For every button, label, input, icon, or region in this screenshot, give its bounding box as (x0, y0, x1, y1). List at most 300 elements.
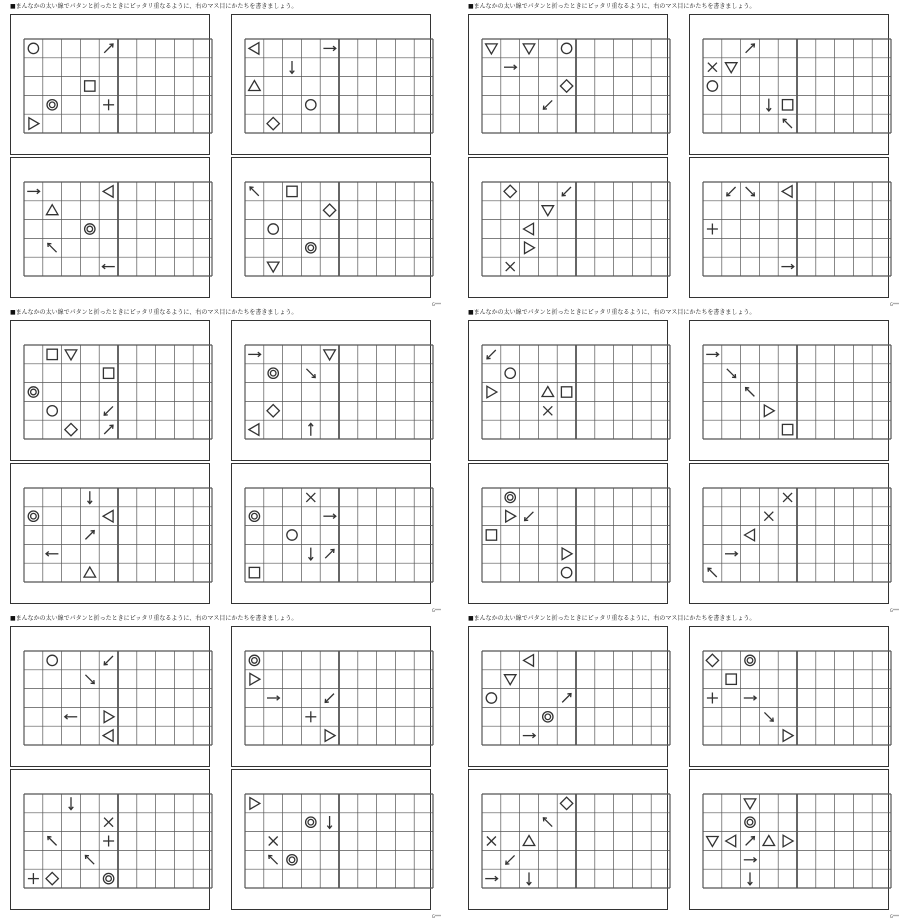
answer-cell[interactable] (577, 239, 595, 257)
answer-cell[interactable] (156, 813, 174, 831)
answer-cell[interactable] (377, 239, 395, 257)
answer-cell[interactable] (340, 813, 358, 831)
answer-cell[interactable] (340, 564, 358, 582)
answer-cell[interactable] (873, 652, 891, 670)
answer-cell[interactable] (873, 708, 891, 726)
answer-cell[interactable] (595, 689, 613, 707)
answer-cell[interactable] (358, 689, 376, 707)
answer-cell[interactable] (652, 507, 670, 525)
answer-cell[interactable] (358, 96, 376, 114)
answer-cell[interactable] (194, 77, 212, 95)
answer-cell[interactable] (396, 201, 414, 219)
answer-cell[interactable] (137, 652, 155, 670)
answer-cell[interactable] (396, 421, 414, 439)
answer-cell[interactable] (377, 727, 395, 745)
answer-cell[interactable] (377, 507, 395, 525)
answer-cell[interactable] (175, 708, 193, 726)
answer-cell[interactable] (396, 220, 414, 238)
answer-cell[interactable] (194, 239, 212, 257)
answer-cell[interactable] (377, 564, 395, 582)
answer-cell[interactable] (595, 346, 613, 364)
answer-cell[interactable] (633, 545, 651, 563)
answer-cell[interactable] (652, 795, 670, 813)
answer-cell[interactable] (156, 832, 174, 850)
answer-cell[interactable] (137, 795, 155, 813)
answer-cell[interactable] (119, 545, 137, 563)
answer-cell[interactable] (340, 708, 358, 726)
answer-cell[interactable] (137, 564, 155, 582)
answer-cell[interactable] (396, 115, 414, 133)
answer-cell[interactable] (854, 507, 872, 525)
answer-cell[interactable] (835, 689, 853, 707)
answer-cell[interactable] (595, 40, 613, 58)
answer-cell[interactable] (595, 258, 613, 276)
answer-cell[interactable] (119, 670, 137, 688)
answer-cell[interactable] (340, 851, 358, 869)
answer-cell[interactable] (175, 383, 193, 401)
answer-cell[interactable] (595, 564, 613, 582)
answer-cell[interactable] (194, 727, 212, 745)
answer-cell[interactable] (614, 564, 632, 582)
answer-cell[interactable] (175, 96, 193, 114)
answer-cell[interactable] (835, 564, 853, 582)
answer-cell[interactable] (652, 346, 670, 364)
answer-cell[interactable] (415, 727, 433, 745)
answer-cell[interactable] (137, 239, 155, 257)
answer-cell[interactable] (377, 383, 395, 401)
answer-cell[interactable] (156, 383, 174, 401)
answer-cell[interactable] (577, 183, 595, 201)
answer-cell[interactable] (816, 96, 834, 114)
answer-cell[interactable] (175, 402, 193, 420)
answer-cell[interactable] (396, 851, 414, 869)
answer-cell[interactable] (175, 727, 193, 745)
answer-cell[interactable] (358, 183, 376, 201)
answer-cell[interactable] (633, 727, 651, 745)
answer-cell[interactable] (156, 421, 174, 439)
answer-cell[interactable] (415, 851, 433, 869)
answer-cell[interactable] (358, 115, 376, 133)
answer-cell[interactable] (377, 40, 395, 58)
answer-cell[interactable] (873, 364, 891, 382)
answer-cell[interactable] (137, 870, 155, 888)
answer-cell[interactable] (873, 58, 891, 76)
answer-cell[interactable] (798, 489, 816, 507)
answer-cell[interactable] (137, 545, 155, 563)
answer-cell[interactable] (194, 564, 212, 582)
answer-cell[interactable] (377, 402, 395, 420)
answer-cell[interactable] (377, 832, 395, 850)
answer-cell[interactable] (175, 364, 193, 382)
answer-cell[interactable] (595, 813, 613, 831)
answer-cell[interactable] (633, 364, 651, 382)
answer-cell[interactable] (652, 708, 670, 726)
answer-cell[interactable] (156, 545, 174, 563)
answer-cell[interactable] (798, 239, 816, 257)
answer-cell[interactable] (633, 402, 651, 420)
answer-cell[interactable] (415, 421, 433, 439)
answer-cell[interactable] (633, 832, 651, 850)
answer-cell[interactable] (175, 813, 193, 831)
answer-cell[interactable] (633, 489, 651, 507)
answer-cell[interactable] (798, 870, 816, 888)
answer-cell[interactable] (358, 564, 376, 582)
answer-cell[interactable] (595, 545, 613, 563)
answer-cell[interactable] (194, 489, 212, 507)
answer-cell[interactable] (119, 77, 137, 95)
answer-cell[interactable] (577, 813, 595, 831)
answer-cell[interactable] (577, 489, 595, 507)
answer-cell[interactable] (835, 507, 853, 525)
answer-cell[interactable] (396, 689, 414, 707)
answer-cell[interactable] (119, 564, 137, 582)
answer-cell[interactable] (340, 670, 358, 688)
answer-cell[interactable] (137, 115, 155, 133)
answer-cell[interactable] (873, 383, 891, 401)
answer-cell[interactable] (652, 545, 670, 563)
answer-cell[interactable] (415, 201, 433, 219)
answer-cell[interactable] (175, 183, 193, 201)
answer-cell[interactable] (156, 40, 174, 58)
answer-cell[interactable] (614, 201, 632, 219)
answer-cell[interactable] (816, 545, 834, 563)
answer-cell[interactable] (340, 689, 358, 707)
answer-cell[interactable] (194, 364, 212, 382)
answer-cell[interactable] (835, 58, 853, 76)
answer-cell[interactable] (835, 77, 853, 95)
answer-cell[interactable] (873, 220, 891, 238)
answer-cell[interactable] (194, 220, 212, 238)
answer-cell[interactable] (798, 526, 816, 544)
answer-cell[interactable] (873, 545, 891, 563)
answer-cell[interactable] (175, 870, 193, 888)
answer-cell[interactable] (415, 489, 433, 507)
answer-cell[interactable] (137, 507, 155, 525)
answer-cell[interactable] (340, 201, 358, 219)
answer-cell[interactable] (835, 96, 853, 114)
answer-cell[interactable] (175, 220, 193, 238)
answer-cell[interactable] (614, 870, 632, 888)
answer-cell[interactable] (119, 402, 137, 420)
answer-cell[interactable] (119, 183, 137, 201)
answer-cell[interactable] (595, 421, 613, 439)
answer-cell[interactable] (873, 870, 891, 888)
answer-cell[interactable] (873, 346, 891, 364)
answer-cell[interactable] (816, 832, 834, 850)
answer-cell[interactable] (137, 526, 155, 544)
answer-cell[interactable] (816, 813, 834, 831)
answer-cell[interactable] (156, 402, 174, 420)
answer-cell[interactable] (396, 364, 414, 382)
answer-cell[interactable] (835, 346, 853, 364)
answer-cell[interactable] (854, 813, 872, 831)
answer-cell[interactable] (595, 708, 613, 726)
answer-cell[interactable] (633, 670, 651, 688)
answer-cell[interactable] (595, 851, 613, 869)
answer-cell[interactable] (175, 670, 193, 688)
answer-cell[interactable] (652, 183, 670, 201)
answer-cell[interactable] (577, 832, 595, 850)
answer-cell[interactable] (614, 364, 632, 382)
answer-cell[interactable] (377, 421, 395, 439)
answer-cell[interactable] (137, 58, 155, 76)
answer-cell[interactable] (194, 526, 212, 544)
answer-cell[interactable] (854, 383, 872, 401)
answer-cell[interactable] (652, 813, 670, 831)
answer-cell[interactable] (119, 364, 137, 382)
answer-cell[interactable] (816, 364, 834, 382)
answer-cell[interactable] (175, 346, 193, 364)
answer-cell[interactable] (816, 58, 834, 76)
answer-cell[interactable] (854, 201, 872, 219)
answer-cell[interactable] (377, 689, 395, 707)
answer-cell[interactable] (835, 727, 853, 745)
answer-cell[interactable] (396, 402, 414, 420)
answer-cell[interactable] (816, 795, 834, 813)
answer-cell[interactable] (175, 851, 193, 869)
answer-cell[interactable] (798, 346, 816, 364)
answer-cell[interactable] (137, 832, 155, 850)
answer-cell[interactable] (633, 201, 651, 219)
answer-cell[interactable] (577, 851, 595, 869)
answer-cell[interactable] (415, 115, 433, 133)
answer-cell[interactable] (175, 239, 193, 257)
answer-cell[interactable] (194, 258, 212, 276)
answer-cell[interactable] (415, 183, 433, 201)
answer-cell[interactable] (816, 77, 834, 95)
answer-cell[interactable] (835, 870, 853, 888)
answer-cell[interactable] (854, 96, 872, 114)
answer-cell[interactable] (137, 96, 155, 114)
answer-cell[interactable] (577, 421, 595, 439)
answer-cell[interactable] (358, 870, 376, 888)
answer-cell[interactable] (358, 727, 376, 745)
answer-cell[interactable] (396, 813, 414, 831)
answer-cell[interactable] (577, 201, 595, 219)
answer-cell[interactable] (358, 40, 376, 58)
answer-cell[interactable] (358, 489, 376, 507)
answer-cell[interactable] (415, 77, 433, 95)
answer-cell[interactable] (816, 489, 834, 507)
answer-cell[interactable] (816, 346, 834, 364)
answer-cell[interactable] (854, 489, 872, 507)
answer-cell[interactable] (854, 545, 872, 563)
answer-cell[interactable] (854, 526, 872, 544)
answer-cell[interactable] (377, 813, 395, 831)
answer-cell[interactable] (415, 258, 433, 276)
answer-cell[interactable] (396, 795, 414, 813)
answer-cell[interactable] (816, 258, 834, 276)
answer-cell[interactable] (175, 115, 193, 133)
answer-cell[interactable] (340, 77, 358, 95)
answer-cell[interactable] (137, 40, 155, 58)
answer-cell[interactable] (156, 346, 174, 364)
answer-cell[interactable] (835, 183, 853, 201)
answer-cell[interactable] (633, 40, 651, 58)
answer-cell[interactable] (854, 421, 872, 439)
answer-cell[interactable] (595, 220, 613, 238)
answer-cell[interactable] (873, 239, 891, 257)
answer-cell[interactable] (340, 239, 358, 257)
answer-cell[interactable] (377, 708, 395, 726)
answer-cell[interactable] (652, 115, 670, 133)
answer-cell[interactable] (415, 383, 433, 401)
answer-cell[interactable] (396, 239, 414, 257)
answer-cell[interactable] (577, 58, 595, 76)
answer-cell[interactable] (377, 96, 395, 114)
answer-cell[interactable] (577, 258, 595, 276)
answer-cell[interactable] (873, 96, 891, 114)
answer-cell[interactable] (577, 564, 595, 582)
answer-cell[interactable] (577, 364, 595, 382)
answer-cell[interactable] (396, 832, 414, 850)
answer-cell[interactable] (577, 526, 595, 544)
answer-cell[interactable] (358, 402, 376, 420)
answer-cell[interactable] (652, 258, 670, 276)
answer-cell[interactable] (156, 795, 174, 813)
answer-cell[interactable] (340, 489, 358, 507)
answer-cell[interactable] (835, 851, 853, 869)
answer-cell[interactable] (156, 564, 174, 582)
answer-cell[interactable] (854, 40, 872, 58)
answer-cell[interactable] (137, 851, 155, 869)
answer-cell[interactable] (194, 58, 212, 76)
answer-cell[interactable] (854, 851, 872, 869)
answer-cell[interactable] (798, 832, 816, 850)
answer-cell[interactable] (340, 183, 358, 201)
answer-cell[interactable] (854, 346, 872, 364)
answer-cell[interactable] (633, 96, 651, 114)
answer-cell[interactable] (119, 489, 137, 507)
answer-cell[interactable] (873, 727, 891, 745)
answer-cell[interactable] (358, 77, 376, 95)
answer-cell[interactable] (137, 258, 155, 276)
answer-cell[interactable] (595, 183, 613, 201)
answer-cell[interactable] (798, 795, 816, 813)
answer-cell[interactable] (633, 689, 651, 707)
answer-cell[interactable] (595, 507, 613, 525)
answer-cell[interactable] (194, 670, 212, 688)
answer-cell[interactable] (873, 402, 891, 420)
answer-cell[interactable] (652, 421, 670, 439)
answer-cell[interactable] (854, 183, 872, 201)
answer-cell[interactable] (798, 689, 816, 707)
answer-cell[interactable] (156, 670, 174, 688)
answer-cell[interactable] (652, 58, 670, 76)
answer-cell[interactable] (156, 652, 174, 670)
answer-cell[interactable] (816, 421, 834, 439)
answer-cell[interactable] (358, 795, 376, 813)
answer-cell[interactable] (415, 526, 433, 544)
answer-cell[interactable] (854, 258, 872, 276)
answer-cell[interactable] (835, 670, 853, 688)
answer-cell[interactable] (835, 489, 853, 507)
answer-cell[interactable] (614, 507, 632, 525)
answer-cell[interactable] (652, 402, 670, 420)
answer-cell[interactable] (340, 727, 358, 745)
answer-cell[interactable] (194, 40, 212, 58)
answer-cell[interactable] (119, 421, 137, 439)
answer-cell[interactable] (873, 689, 891, 707)
answer-cell[interactable] (835, 652, 853, 670)
answer-cell[interactable] (816, 564, 834, 582)
answer-cell[interactable] (396, 564, 414, 582)
answer-cell[interactable] (377, 670, 395, 688)
answer-cell[interactable] (137, 364, 155, 382)
answer-cell[interactable] (835, 115, 853, 133)
answer-cell[interactable] (577, 870, 595, 888)
answer-cell[interactable] (614, 58, 632, 76)
answer-cell[interactable] (798, 183, 816, 201)
answer-cell[interactable] (415, 507, 433, 525)
answer-cell[interactable] (340, 115, 358, 133)
answer-cell[interactable] (156, 870, 174, 888)
answer-cell[interactable] (377, 201, 395, 219)
answer-cell[interactable] (633, 77, 651, 95)
answer-cell[interactable] (119, 40, 137, 58)
answer-cell[interactable] (854, 689, 872, 707)
answer-cell[interactable] (137, 670, 155, 688)
answer-cell[interactable] (835, 402, 853, 420)
answer-cell[interactable] (614, 813, 632, 831)
answer-cell[interactable] (854, 220, 872, 238)
answer-cell[interactable] (577, 220, 595, 238)
answer-cell[interactable] (358, 507, 376, 525)
answer-cell[interactable] (816, 708, 834, 726)
answer-cell[interactable] (340, 364, 358, 382)
answer-cell[interactable] (119, 258, 137, 276)
answer-cell[interactable] (358, 545, 376, 563)
answer-cell[interactable] (137, 402, 155, 420)
answer-cell[interactable] (194, 813, 212, 831)
answer-cell[interactable] (377, 183, 395, 201)
answer-cell[interactable] (854, 795, 872, 813)
answer-cell[interactable] (595, 383, 613, 401)
answer-cell[interactable] (156, 364, 174, 382)
answer-cell[interactable] (415, 239, 433, 257)
answer-cell[interactable] (873, 526, 891, 544)
answer-cell[interactable] (119, 727, 137, 745)
answer-cell[interactable] (340, 507, 358, 525)
answer-cell[interactable] (577, 77, 595, 95)
answer-cell[interactable] (175, 564, 193, 582)
answer-cell[interactable] (614, 239, 632, 257)
answer-cell[interactable] (415, 795, 433, 813)
answer-cell[interactable] (614, 526, 632, 544)
answer-cell[interactable] (798, 708, 816, 726)
answer-cell[interactable] (652, 652, 670, 670)
answer-cell[interactable] (396, 708, 414, 726)
answer-cell[interactable] (396, 489, 414, 507)
answer-cell[interactable] (816, 689, 834, 707)
answer-cell[interactable] (340, 545, 358, 563)
answer-cell[interactable] (119, 708, 137, 726)
answer-cell[interactable] (798, 851, 816, 869)
answer-cell[interactable] (396, 507, 414, 525)
answer-cell[interactable] (137, 346, 155, 364)
answer-cell[interactable] (119, 870, 137, 888)
answer-cell[interactable] (340, 421, 358, 439)
answer-cell[interactable] (577, 383, 595, 401)
answer-cell[interactable] (358, 346, 376, 364)
answer-cell[interactable] (194, 402, 212, 420)
answer-cell[interactable] (595, 115, 613, 133)
answer-cell[interactable] (358, 851, 376, 869)
answer-cell[interactable] (873, 851, 891, 869)
answer-cell[interactable] (835, 220, 853, 238)
answer-cell[interactable] (633, 851, 651, 869)
answer-cell[interactable] (358, 813, 376, 831)
